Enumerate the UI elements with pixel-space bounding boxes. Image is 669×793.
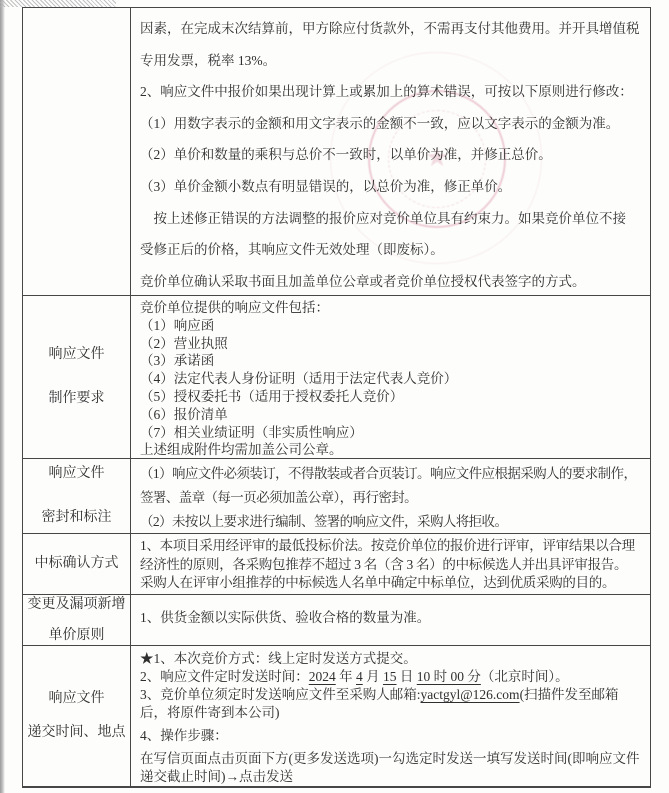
row-response-doc-sealing-marking [23, 458, 650, 533]
text-line: 响应文件 [48, 691, 105, 706]
text-line: （6）报价清单 [140, 406, 228, 422]
text-line: 签署、盖章（每一页必须加盖公章），再行密封。 [140, 490, 418, 505]
text-line: 单价原则 [48, 627, 105, 643]
text-line: 按上述修正错误的方法调整的报价应对竞价单位具有约束力。如果竞价单位不接 [140, 210, 626, 226]
text-line: 中标确认方式 [34, 555, 119, 571]
scan-edge-artifact [0, 0, 5, 793]
row-content [131, 646, 650, 786]
row-payment-and-correction-continued [23, 8, 650, 295]
text-line: 响应文件 [48, 347, 105, 363]
text-line: （3）单价金额小数点有明显错误的，以总价为准，修正单价。 [140, 178, 512, 194]
row-label [23, 459, 131, 533]
text-line: 1、本项目采用经评审的最低投标价法。按竞价单位的报价进行评审，评审结果以合理 [140, 538, 635, 553]
row-content [131, 296, 650, 458]
text-line: 竞价单位提供的响应文件包括： [140, 300, 329, 315]
text-line: 受修正后的价格，其响应文件无效处理（即废标）。 [140, 242, 444, 258]
text-line: （1）响应函 [140, 317, 215, 333]
submission-sep1: 年 [335, 669, 356, 684]
row-label [23, 595, 131, 645]
submission-time-suffix: （北京时间）。 [480, 669, 569, 684]
row-submission-time-location [23, 645, 650, 786]
text-line: 响应文件 [48, 466, 105, 481]
text-line: 递交时间、地点 [27, 725, 126, 740]
text-line: （2）未按以上要求进行编制、签署的响应文件，采购人将拒收。 [140, 514, 508, 529]
submission-sep3: 日 [396, 669, 417, 684]
row-change-omission-unit-price [23, 594, 650, 645]
text-line: 变更及漏项新增 [27, 596, 126, 612]
submission-clock-time: 10 时 00 分 [416, 669, 481, 684]
submission-year: 2024 [308, 669, 336, 684]
row-label [23, 8, 131, 295]
text-line: （1）响应文件必须装订，不得散装或者合页装订。响应文件应根据采购人的要求制作， [140, 466, 637, 481]
text-line: （2）单价和数量的乘积与总价不一致时，以单价为准，并修正总价。 [140, 147, 552, 163]
text-line: （3）承诺函 [140, 353, 215, 369]
text-line: （7）相关业绩证明（非实质性响应） [140, 424, 363, 440]
submission-time-line [140, 668, 645, 686]
text-line: （5）授权委托书（适用于授权委托人竞价） [140, 388, 404, 404]
submission-day: 15 [383, 669, 397, 684]
scan-corner-artifact [0, 0, 116, 7]
text-line: 1、供货金额以实际供货、验收合格的数量为准。 [140, 610, 431, 625]
text-line: 竞价单位确认采取书面且加盖单位公章或者竞价单位授权代表签字的方式。 [140, 273, 586, 289]
text-line: 采购人在评审小组推荐的中标候选人名单中确定中标单位，达到优质采购的目的。 [140, 575, 616, 591]
text-line: 专用发票，税率 13%。 [140, 52, 277, 68]
email-line-suffix: (扫描件发至邮箱后，将原件寄到本公司) [140, 687, 619, 720]
text-line: 因素，在完成末次结算前，甲方除应付货款外，不需再支付其他费用。并开具增值税 [140, 21, 640, 36]
text-line: 上述组成附件均需加盖公司公章。 [140, 442, 343, 458]
submission-time-prefix: 2、响应文件定时发送时间： [140, 669, 309, 684]
submission-month: 4 [356, 669, 363, 684]
row-label [23, 534, 131, 594]
text-line: 经济性的原则，各采购包推荐不超过 3 名（含 3 名）的中标候选人并出具评审报告。 [140, 556, 628, 572]
email-line-prefix: 3、竞价单位须定时发送响应文件至采购人邮箱: [140, 687, 421, 702]
row-label [23, 296, 131, 458]
row-award-confirmation-method [23, 533, 650, 594]
text-line: （1）用数字表示的金额和用文字表示的金额不一致，应以文字表示的金额为准。 [140, 115, 620, 131]
submission-email-line [140, 686, 645, 722]
row-label [23, 646, 131, 786]
operation-steps-detail: 在写信页面点击页面下方(更多发送选项)一勾选定时发送一填写发送时间(即响应文件递交截止时间)→点击发送 [140, 751, 640, 784]
row-content [131, 534, 650, 594]
text-line: （4）法定代表人身份证明（适用于法定代表人竞价） [140, 371, 458, 387]
purchaser-email: yactgyl@126.com [420, 687, 520, 702]
row-content [131, 595, 650, 645]
text-line: 制作要求 [48, 391, 105, 406]
text-line: （2）营业执照 [140, 335, 228, 351]
requirements-table [22, 7, 651, 788]
row-response-doc-preparation [23, 295, 650, 458]
row-content [131, 8, 650, 295]
row-content [131, 459, 650, 533]
bidding-method-line: ★1、本次竞价方式：线上定时发送方式提交。 [140, 651, 417, 666]
operation-steps-heading: 4、操作步骤： [140, 728, 228, 743]
text-line: 密封和标注 [41, 510, 112, 525]
submission-sep2: 月 [362, 669, 383, 684]
text-line: 2、响应文件中报价如果出现计算上或累加上的算术错误，可按以下原则进行修改： [140, 84, 633, 100]
